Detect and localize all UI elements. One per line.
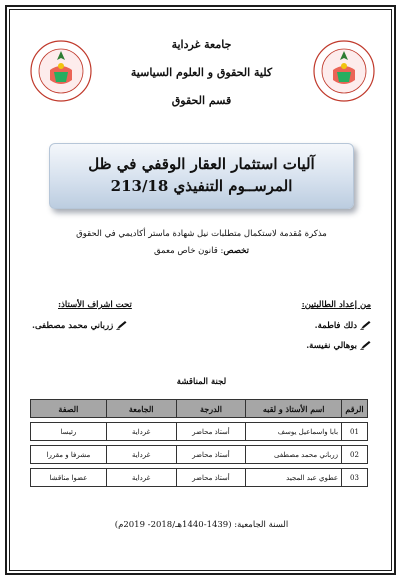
table-cell: بابا واسماعيل يوسف xyxy=(246,423,342,441)
specialization-label: تخصص xyxy=(223,246,250,256)
column-header: الدرجة xyxy=(176,400,246,418)
faculty-name: كلية الحقوق و العلوم السياسية xyxy=(130,66,273,79)
thesis-subtitle: مذكرة مُقدمة لاستكمال متطلبات نيل شهادة ماستر أكاديمي في الحقوق xyxy=(76,229,327,239)
table-cell: أستاذ محاضر xyxy=(176,446,246,464)
table-cell: عطوي عبد المجيد xyxy=(246,469,342,487)
table-cell: عضوا مناقشا xyxy=(31,469,107,487)
table-cell: 03 xyxy=(342,469,368,487)
table-cell: غرداية xyxy=(106,469,176,487)
table-cell: 02 xyxy=(342,446,368,464)
thesis-title-box xyxy=(49,143,354,209)
specialization-value: : قانون خاص معمق xyxy=(153,246,224,256)
department-name: قسم الحقوق xyxy=(171,94,232,107)
academic-year: السنة الجامعية: (1439-1440هـ/2018- 2019م) xyxy=(114,520,289,530)
pen-icon xyxy=(116,321,127,330)
column-header: اسم الأستاذ و لقبه xyxy=(246,400,342,418)
committee-heading: لجنة المناقشة xyxy=(176,377,227,387)
table-cell: أستاذ محاضر xyxy=(176,469,246,487)
table-cell: غرداية xyxy=(106,446,176,464)
committee-table xyxy=(30,399,368,487)
table-cell: زرباني محمد مصطفى xyxy=(246,446,342,464)
student-name: بوهالي نفيسة. xyxy=(306,341,371,351)
pen-icon xyxy=(360,341,371,350)
column-header: الرقم xyxy=(342,400,368,418)
table-cell: رئيسا xyxy=(31,423,107,441)
thesis-title-line-2: المرســوم التنفيذي 213/18 xyxy=(110,177,293,195)
thesis-title-line-1: آليات استثمار العقار الوقفي في ظل xyxy=(88,155,315,173)
specialization-line xyxy=(0,246,403,256)
supervisor-name: زرباني محمد مصطفى. xyxy=(32,321,127,331)
column-header: الصفة xyxy=(31,400,107,418)
students-heading: من إعداد الطالبتين: xyxy=(301,300,371,310)
column-header: الجامعة xyxy=(106,400,176,418)
table-cell: 01 xyxy=(342,423,368,441)
pen-icon xyxy=(360,321,371,330)
table-cell: أستاذ محاضر xyxy=(176,423,246,441)
table-row xyxy=(31,423,368,441)
student-name: دلك فاطمة. xyxy=(315,321,371,331)
table-row xyxy=(31,469,368,487)
table-row xyxy=(31,446,368,464)
table-cell: غرداية xyxy=(106,423,176,441)
university-name: جامعة غرداية xyxy=(171,38,232,51)
table-header-row xyxy=(31,400,368,418)
table-cell: مشرفا و مقررا xyxy=(31,446,107,464)
supervisor-heading: تحت اشراف الأستاذ: xyxy=(58,300,132,310)
